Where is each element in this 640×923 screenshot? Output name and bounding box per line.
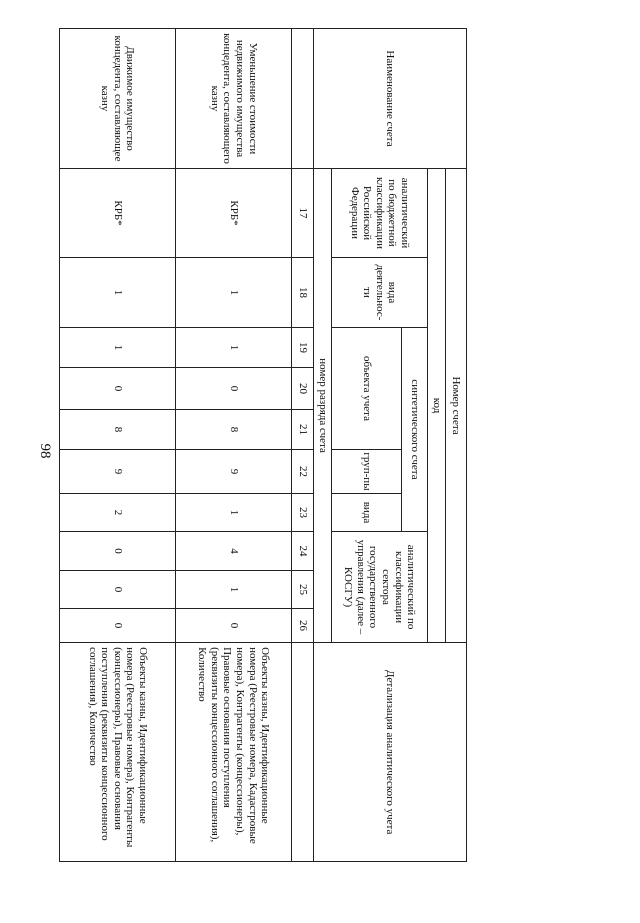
header-code: код	[428, 169, 446, 643]
page-number: 98	[37, 443, 53, 459]
row-digit-21: 8	[176, 410, 292, 450]
header-synthetic-account: синтетического счета	[402, 328, 428, 532]
row-budget-classification: КРБ*	[176, 169, 292, 258]
row-digit-23: 1	[176, 494, 292, 532]
row-digit-21: 8	[60, 410, 176, 450]
column-number-blank	[292, 29, 314, 169]
table-row	[176, 29, 292, 862]
row-activity-type: 1	[176, 258, 292, 328]
row-budget-classification: КРБ*	[60, 169, 176, 258]
column-number-20: 20	[292, 368, 314, 410]
row-digit-25: 1	[176, 571, 292, 609]
column-number-blank	[292, 643, 314, 862]
row-digit-19: 1	[176, 328, 292, 368]
header-budget-classification: аналитический по бюджетной классификации Российской Федерации	[332, 169, 428, 258]
column-number-25: 25	[292, 571, 314, 609]
header-account-number: Номер счета	[446, 169, 467, 643]
header-account-object: объекта учета	[332, 328, 402, 450]
header-group: груп-пы	[332, 450, 402, 494]
row-digit-24: 0	[60, 532, 176, 571]
header-analytics-detail: Детализация аналитического учета	[314, 643, 467, 862]
row-digit-26: 0	[176, 609, 292, 643]
column-number-22: 22	[292, 450, 314, 494]
row-activity-type: 1	[60, 258, 176, 328]
column-number-18: 18	[292, 258, 314, 328]
column-number-23: 23	[292, 494, 314, 532]
row-account-name: Движимое имущество концедента, составляющее казну	[60, 29, 176, 169]
header-kosgu: аналитический по классификации сектора государственного управления (далее – КОСГУ)	[332, 532, 428, 643]
accounts-table-rotated	[60, 28, 467, 861]
row-digit-25: 0	[60, 571, 176, 609]
row-digit-19: 1	[60, 328, 176, 368]
column-number-26: 26	[292, 609, 314, 643]
row-account-name: Уменьшение стоимости недвижимого имущества концедента, составляющего казну	[176, 29, 292, 169]
row-digit-22: 9	[176, 450, 292, 494]
row-digit-22: 9	[60, 450, 176, 494]
column-number-24: 24	[292, 532, 314, 571]
row-digit-20: 0	[60, 368, 176, 410]
header-digit-number: номер разряда счета	[314, 169, 332, 643]
row-digit-20: 0	[176, 368, 292, 410]
header-account-name: Наименование счета	[314, 29, 467, 169]
accounts-table	[59, 28, 467, 862]
table-row	[60, 29, 176, 862]
row-digit-23: 2	[60, 494, 176, 532]
row-analytics-detail: Объекты казны, Идентификационные номера (Реестровые номера), Контрагенты (концессионеры), Правовые основания поступления (реквизиты концессионного соглашения), Количество	[60, 643, 176, 862]
header-kind: вида	[332, 494, 402, 532]
row-digit-26: 0	[60, 609, 176, 643]
column-number-21: 21	[292, 410, 314, 450]
header-activity-type: вида деятельнос-ти	[332, 258, 428, 328]
row-analytics-detail: Объекты казны, Идентификационные номера (Реестровые номера, Кадастровые номера), Контрагенты (концессионеры), Правовые основания поступления (реквизиты концессионного соглашения), Количество	[176, 643, 292, 862]
column-number-19: 19	[292, 328, 314, 368]
column-number-17: 17	[292, 169, 314, 258]
row-digit-24: 4	[176, 532, 292, 571]
